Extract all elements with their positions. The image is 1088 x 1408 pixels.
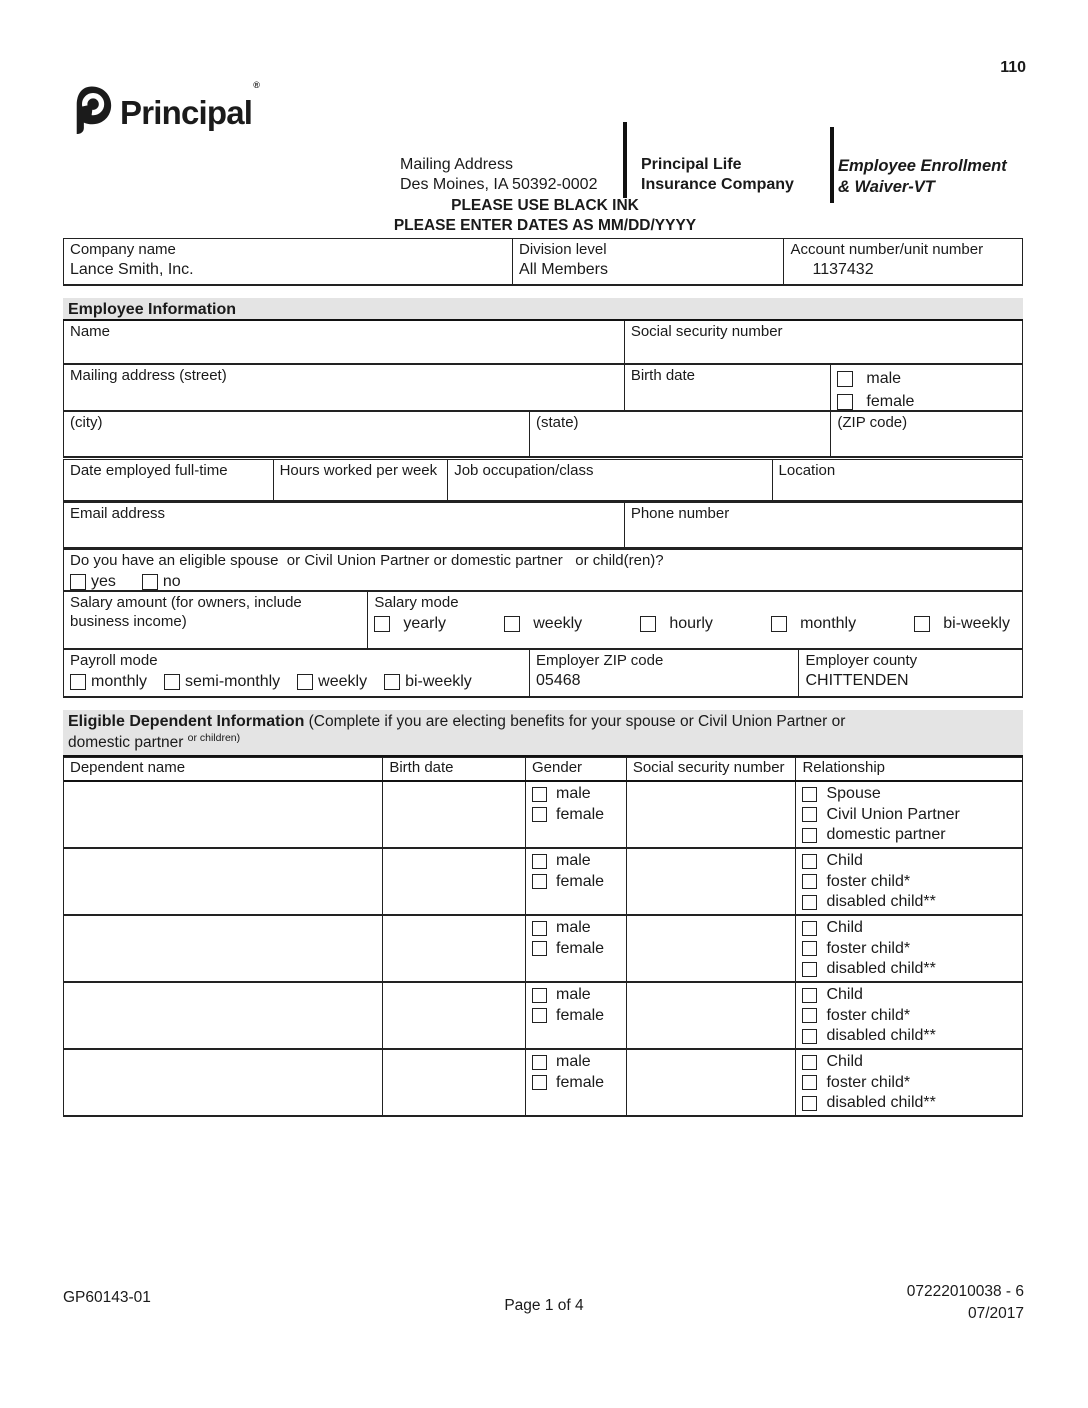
dependent-1-male-checkbox[interactable] (532, 787, 547, 802)
payroll-mode-field (64, 650, 530, 696)
hours-worked-label: Hours worked per week (279, 462, 438, 479)
dependent-4-male-label: male (556, 986, 591, 1003)
dependent-4-relationship-option-1: Child (826, 986, 863, 1003)
street-label: Mailing address (street) (70, 367, 227, 384)
dependent-3-name-field[interactable] (64, 916, 383, 981)
spouse-no-label: no (162, 572, 181, 590)
dependent-5-relationship-field (796, 1050, 1022, 1115)
dependent-section-subtitle-2: domestic partner (68, 734, 184, 751)
zip-label: (ZIP code) (837, 414, 908, 431)
salary-mode-field (368, 592, 1022, 648)
salary-mode-label: Salary mode (374, 594, 459, 611)
payroll-semimonthly-checkbox[interactable] (164, 674, 180, 690)
dependent-3-disabled-child-checkbox[interactable] (802, 962, 817, 977)
name-field[interactable] (64, 321, 625, 363)
dependent-section-header (63, 710, 1023, 757)
dependent-3-child-checkbox[interactable] (802, 921, 817, 936)
dependent-2-relationship-field (796, 849, 1022, 914)
city-field[interactable] (64, 412, 530, 456)
company-name-block (641, 155, 794, 195)
date-employed-label: Date employed full-time (70, 462, 228, 479)
dependent-1-spouse-checkbox[interactable] (802, 787, 817, 802)
hours-worked-field[interactable] (274, 460, 449, 500)
dependent-5-female-label: female (556, 1073, 605, 1091)
dependent-section-title: Eligible Dependent Information (68, 713, 305, 730)
phone-field[interactable] (625, 503, 1022, 547)
spouse-question-field (64, 550, 1022, 590)
dependent-4-birthdate-field[interactable] (383, 983, 526, 1048)
dependent-2-relationship-option-3: disabled child** (826, 893, 936, 910)
dependent-2-female-label: female (556, 872, 605, 890)
salary-monthly-label: monthly (800, 614, 857, 632)
header-divider-bar-1 (623, 122, 627, 198)
mailing-address-line2: Des Moines, IA 50392-0002 (400, 176, 598, 193)
employee-male-label: male (866, 370, 902, 387)
company-name-label: Company name (70, 241, 176, 258)
dependent-1-ssn-field[interactable] (627, 782, 797, 847)
dependent-3-female-label: female (556, 939, 605, 957)
dependent-section-subtitle-small: or children) (187, 732, 241, 744)
dependent-1-relationship-option-2: Civil Union Partner (826, 805, 960, 823)
form-title-line2: & Waiver-VT (838, 177, 935, 196)
dependent-1-relationship-option-3: domestic partner (826, 826, 946, 843)
dependent-5-relationship-option-1: Child (826, 1053, 863, 1070)
birthdate-field[interactable] (625, 365, 832, 410)
dependent-row-4 (64, 981, 1022, 1048)
dependent-table-header-row (64, 758, 1022, 782)
dependent-1-birthdate-field[interactable] (383, 782, 526, 847)
birthdate-label: Birth date (630, 367, 696, 384)
trademark-symbol: ® (253, 80, 260, 91)
doc-number-block (907, 1281, 1024, 1325)
instruction-dates: PLEASE ENTER DATES AS MM/DD/YYYY (393, 217, 697, 234)
employer-zip-value: 05468 (536, 671, 581, 689)
col-ssn: Social security number (627, 758, 797, 780)
dependent-3-male-checkbox[interactable] (532, 921, 547, 936)
company-name-field[interactable] (64, 239, 513, 284)
dependent-2-name-field[interactable] (64, 849, 383, 914)
dependent-2-disabled-child-checkbox[interactable] (802, 895, 817, 910)
page-corner-number: 110 (1000, 59, 1026, 76)
division-level-label: Division level (519, 241, 607, 258)
dependent-4-ssn-field[interactable] (627, 983, 797, 1048)
dependent-5-female-checkbox[interactable] (532, 1075, 547, 1090)
name-label: Name (70, 323, 111, 340)
dependent-2-relationship-option-2: foster child* (826, 872, 911, 890)
employee-section-title: Employee Information (68, 301, 237, 318)
dependent-5-gender-field (526, 1050, 627, 1115)
dependent-row-1 (64, 782, 1022, 847)
payroll-weekly-label: weekly (318, 672, 368, 690)
dependent-1-male-label: male (556, 785, 591, 802)
salary-amount-label: Salary amount (for owners, include business income) (70, 594, 302, 630)
spouse-no-checkbox[interactable] (142, 574, 158, 590)
dependent-table (63, 757, 1023, 1117)
dependent-4-female-label: female (556, 1006, 605, 1024)
salary-yearly-checkbox[interactable] (374, 616, 390, 632)
salary-monthly-checkbox[interactable] (771, 616, 787, 632)
dependent-3-gender-field (526, 916, 627, 981)
dependent-4-gender-field (526, 983, 627, 1048)
salary-biweekly-checkbox[interactable] (914, 616, 930, 632)
revision-date: 07/2017 (967, 1305, 1024, 1322)
employer-county-field[interactable] (799, 650, 1022, 696)
dependent-3-relationship-option-2: foster child* (826, 939, 911, 957)
payroll-mode-label: Payroll mode (70, 652, 158, 669)
email-field[interactable] (64, 503, 625, 547)
dependent-4-foster-child-checkbox[interactable] (802, 1008, 817, 1023)
phone-label: Phone number (630, 505, 730, 522)
account-number-label: Account number/unit number (790, 241, 984, 258)
dependent-1-gender-field (526, 782, 627, 847)
dependent-1-name-field[interactable] (64, 782, 383, 847)
company-name-value: Lance Smith, Inc. (70, 260, 194, 278)
principal-logo-wordmark: Principal® (120, 80, 260, 132)
location-label: Location (778, 462, 836, 479)
zip-field[interactable] (831, 412, 1022, 456)
dependent-2-relationship-option-1: Child (826, 852, 863, 869)
dependent-3-relationship-option-3: disabled child** (826, 960, 936, 977)
doc-number: 07222010038 - 6 (906, 1283, 1024, 1300)
payroll-biweekly-checkbox[interactable] (384, 674, 400, 690)
dependent-4-disabled-child-checkbox[interactable] (802, 1029, 817, 1044)
dependent-3-ssn-field[interactable] (627, 916, 797, 981)
salary-hourly-checkbox[interactable] (640, 616, 656, 632)
contact-group (63, 502, 1023, 549)
dependent-row-5 (64, 1048, 1022, 1115)
form-title-block (838, 156, 1007, 197)
salary-hourly-label: hourly (669, 614, 713, 632)
dependent-4-child-checkbox[interactable] (802, 988, 817, 1003)
spouse-yes-checkbox[interactable] (70, 574, 86, 590)
company-name-line2: Insurance Company (641, 176, 794, 193)
dependent-1-female-checkbox[interactable] (532, 807, 547, 822)
header-divider-bar-2 (830, 127, 834, 203)
employee-identity-group (63, 321, 1023, 458)
dependent-1-civil-union-checkbox[interactable] (802, 807, 817, 822)
dependent-row-3 (64, 914, 1022, 981)
employment-group (63, 459, 1023, 502)
payroll-biweekly-label: bi-weekly (405, 672, 472, 690)
principal-logo-icon (70, 85, 112, 141)
dependent-2-female-checkbox[interactable] (532, 874, 547, 889)
dependent-5-ssn-field[interactable] (627, 1050, 797, 1115)
job-occupation-field[interactable] (448, 460, 772, 500)
salary-weekly-checkbox[interactable] (504, 616, 520, 632)
dependent-4-relationship-option-2: foster child* (826, 1006, 911, 1024)
dependent-4-male-checkbox[interactable] (532, 988, 547, 1003)
date-employed-field[interactable] (64, 460, 274, 500)
dependent-1-relationship-field (796, 782, 1022, 847)
dependent-3-relationship-field (796, 916, 1022, 981)
principal-logo (70, 80, 260, 141)
dependent-5-foster-child-checkbox[interactable] (802, 1075, 817, 1090)
salary-amount-field[interactable] (64, 592, 368, 648)
dependent-2-birthdate-field[interactable] (383, 849, 526, 914)
instruction-black-ink: PLEASE USE BLACK INK (451, 197, 639, 214)
dependent-3-male-label: male (556, 919, 591, 936)
state-label: (state) (536, 414, 579, 431)
employer-zip-label: Employer ZIP code (536, 652, 664, 669)
dependent-4-name-field[interactable] (64, 983, 383, 1048)
dependent-4-female-checkbox[interactable] (532, 1008, 547, 1023)
email-label: Email address (70, 505, 166, 522)
dependent-2-ssn-field[interactable] (627, 849, 797, 914)
dependent-3-female-checkbox[interactable] (532, 941, 547, 956)
dependent-5-male-label: male (556, 1053, 591, 1070)
page-indicator: Page 1 of 4 (504, 1297, 584, 1314)
salary-biweekly-label: bi-weekly (943, 614, 1010, 632)
salary-weekly-label: weekly (533, 614, 583, 632)
employee-female-label: female (866, 393, 915, 410)
col-dependent-name: Dependent name (64, 758, 383, 780)
employee-gender-field (831, 365, 1022, 410)
dependent-5-birthdate-field[interactable] (383, 1050, 526, 1115)
salary-payroll-group (63, 549, 1023, 698)
dependent-3-relationship-option-1: Child (826, 919, 863, 936)
form-instructions (360, 196, 730, 236)
dependent-2-foster-child-checkbox[interactable] (802, 874, 817, 889)
dependent-3-birthdate-field[interactable] (383, 916, 526, 981)
dependent-2-male-label: male (556, 852, 591, 869)
dependent-5-child-checkbox[interactable] (802, 1055, 817, 1070)
dependent-5-male-checkbox[interactable] (532, 1055, 547, 1070)
division-level-field[interactable] (513, 239, 784, 284)
spouse-yes-label: yes (91, 572, 116, 590)
ssn-field[interactable] (625, 321, 1022, 363)
dependent-section-subtitle-1: (Complete if you are electing benefits for your spouse or Civil Union Partner or (308, 713, 846, 730)
account-number-value: 1137432 (812, 260, 874, 278)
dependent-1-domestic-partner-checkbox[interactable] (802, 828, 817, 843)
ssn-label: Social security number (630, 323, 783, 340)
dependent-1-female-label: female (556, 805, 605, 823)
dependent-4-relationship-field (796, 983, 1022, 1048)
dependent-row-2 (64, 847, 1022, 914)
division-level-value: All Members (519, 260, 608, 278)
dependent-5-relationship-option-2: foster child* (826, 1073, 911, 1091)
dependent-2-gender-field (526, 849, 627, 914)
payroll-weekly-checkbox[interactable] (297, 674, 313, 690)
dependent-5-relationship-option-3: disabled child** (826, 1094, 936, 1111)
col-relationship: Relationship (802, 759, 886, 776)
dependent-1-relationship-option-1: Spouse (826, 785, 881, 802)
account-info-table (63, 238, 1023, 286)
dependent-4-relationship-option-3: disabled child** (826, 1027, 936, 1044)
salary-yearly-label: yearly (403, 614, 447, 632)
dependent-5-name-field[interactable] (64, 1050, 383, 1115)
form-code: GP60143-01 (63, 1289, 151, 1306)
employer-county-value: CHITTENDEN (805, 671, 909, 689)
col-birth-date: Birth date (383, 758, 526, 780)
payroll-monthly-label: monthly (91, 672, 148, 690)
company-name-line1: Principal Life (641, 156, 742, 173)
employer-county-label: Employer county (805, 652, 918, 669)
job-occupation-label: Job occupation/class (454, 462, 594, 479)
dependent-5-disabled-child-checkbox[interactable] (802, 1096, 817, 1111)
account-number-field[interactable] (784, 239, 1022, 284)
payroll-monthly-checkbox[interactable] (70, 674, 86, 690)
employee-section-header (63, 298, 1023, 321)
employer-zip-field[interactable] (530, 650, 799, 696)
employee-male-checkbox[interactable] (837, 371, 853, 387)
mailing-address-block (400, 155, 597, 195)
employee-female-checkbox[interactable] (837, 394, 853, 410)
dependent-2-child-checkbox[interactable] (802, 854, 817, 869)
dependent-2-male-checkbox[interactable] (532, 854, 547, 869)
street-field[interactable] (64, 365, 625, 410)
payroll-semimonthly-label: semi-monthly (185, 672, 281, 690)
spouse-question-label: Do you have an eligible spouse or Civil Union Partner or domestic partner or child(ren)? (70, 552, 664, 569)
form-title-line1: Employee Enrollment (838, 157, 1007, 175)
dependent-3-foster-child-checkbox[interactable] (802, 941, 817, 956)
location-field[interactable] (773, 460, 1022, 500)
col-gender: Gender (526, 758, 627, 780)
city-label: (city) (70, 414, 103, 431)
mailing-address-line1: Mailing Address (400, 156, 513, 173)
state-field[interactable] (530, 412, 831, 456)
